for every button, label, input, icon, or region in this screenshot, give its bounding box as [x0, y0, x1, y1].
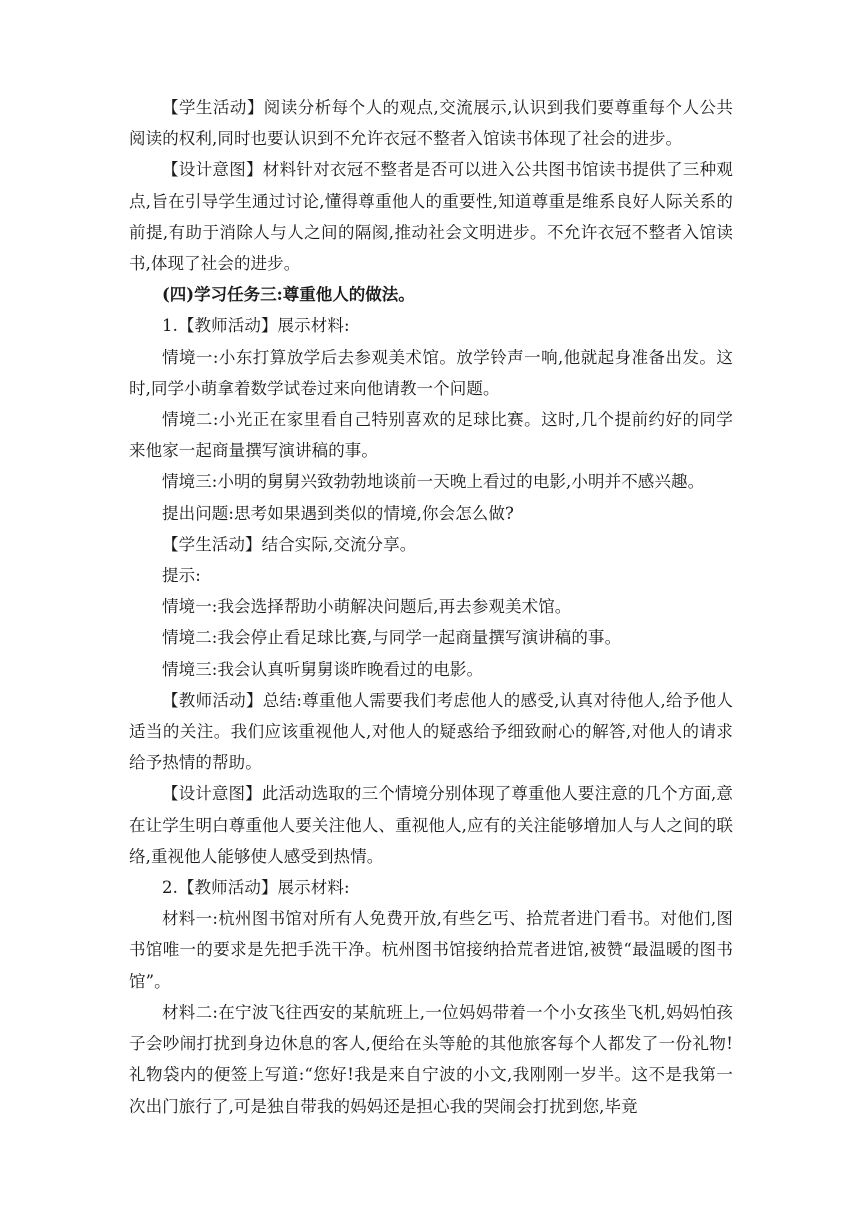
paragraph-teacher-activity-1: 1.【教师活动】展示材料: [162, 316, 350, 336]
paragraph-teacher-activity-2: 2.【教师活动】展示材料: [162, 878, 350, 898]
paragraph-design-intent-1: 【设计意图】材料针对衣冠不整者是否可以进入公共图书馆读书提供了三种观点,旨在引导学生通过讨论,懂得尊重他人的重要性,知道尊重是维系良好人际关系的前提,有助于消除人与人之间的隔阂,推动社会文明进步。不允许衣冠不整者入馆读书,体现了社会的进步。 [129, 160, 733, 274]
paragraph-answer-3: 情境三:我会认真听舅舅谈昨晚看过的电影。 [162, 659, 484, 679]
paragraph-teacher-summary: 【教师活动】总结:尊重他人需要我们考虑他人的感受,认真对待他人,给予他人适当的关注。我们应该重视他人,对他人的疑惑给予细致耐心的解答,对他人的请求给予热情的帮助。 [129, 690, 733, 773]
paragraph-question: 提出问题:思考如果遇到类似的情境,你会怎么做? [162, 503, 514, 523]
paragraph-design-intent-2: 【设计意图】此活动选取的三个情境分别体现了尊重他人要注意的几个方面,意在让学生明白尊重他人要关注他人、重视他人,应有的关注能够增加人与人之间的联络,重视他人能够使人感受到热情。 [129, 784, 733, 866]
paragraph-answer-2: 情境二:我会停止看足球比赛,与同学一起商量撰写演讲稿的事。 [162, 628, 622, 648]
paragraph-scenario-2: 情境二:小光正在家里看自己特别喜欢的足球比赛。这时,几个提前约好的同学来他家一起商量撰写演讲稿的事。 [129, 410, 733, 461]
paragraph-hint-label: 提示: [162, 566, 201, 586]
paragraph-scenario-3: 情境三:小明的舅舅兴致勃勃地谈前一天晚上看过的电影,小明并不感兴趣。 [162, 472, 705, 492]
paragraph-student-activity-2: 【学生活动】结合实际,交流分享。 [162, 534, 417, 554]
document-page [129, 92, 733, 1122]
paragraph-scenario-1: 情境一:小东打算放学后去参观美术馆。放学铃声一响,他就起身准备出发。这时,同学小萌拿着数学试卷过来向他请教一个问题。 [129, 347, 733, 398]
paragraph-answer-1: 情境一:我会选择帮助小萌解决问题后,再去参观美术馆。 [162, 597, 572, 617]
paragraph-student-activity-1: 【学生活动】阅读分析每个人的观点,交流展示,认识到我们要尊重每个人公共阅读的权利,同时也要认识到不允许衣冠不整者入馆读书体现了社会的进步。 [129, 98, 733, 149]
paragraph-material-1: 材料一:杭州图书馆对所有人免费开放,有些乞丐、拾荒者进门看书。对他们,图书馆唯一的要求是先把手洗干净。杭州图书馆接纳拾荒者进馆,被赞“最温暖的图书馆”。 [129, 909, 733, 991]
section-heading-task-3: (四)学习任务三:尊重他人的做法。 [162, 285, 415, 305]
paragraph-material-2: 材料二:在宁波飞往西安的某航班上,一位妈妈带着一个小女孩坐飞机,妈妈怕孩子会吵闹打扰到身边休息的客人,便给在头等舱的其他旅客每个人都发了一份礼物!礼物袋内的便签上写道:“您好!我是来自宁波的小文,我刚刚一岁半。这不是我第一次出门旅行了,可是独自带我的妈妈还是担心我的哭闹会打扰到您,毕竟 [129, 1002, 733, 1116]
